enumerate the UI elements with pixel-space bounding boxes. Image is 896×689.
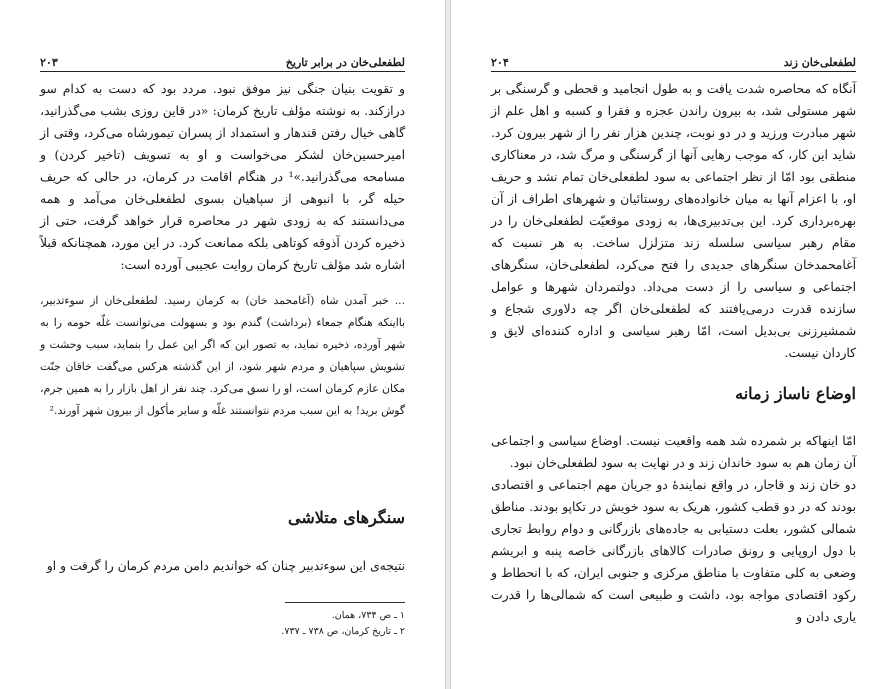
left-header-rule: [40, 71, 405, 72]
left-header-title: لطفعلی‌خان در برابر تاریخ: [285, 56, 405, 69]
right-heading: اوضاع ناساز زمانه: [735, 384, 856, 403]
right-header-rule: [491, 71, 856, 72]
right-paragraph-3: دو خان زند و قاجار، در واقع نمایندهٔ دو جریان مهم اجتماعی و اقتصادی بودند که در دو قطب کشور، هریک به سود خویش در تکاپو بودند. مناطق شمالی کشور، بعلت دستیابی به جاده‌های بازرگانی و دوام روابط تجاری با دول اروپایی و رونق صادرات کالاهای بازرگانی خاصه پنبه و ابریشم وضعی به کلی متفاوت با مناطق مرکزی و جنوبی ایران، که با انحطاط و رکود اقتصادی مواجه بود، داشت و طبیعی است که شمالی‌ها را قدرت یاری دادن و: [491, 478, 856, 624]
left-heading: سنگرهای متلاشی: [288, 508, 405, 527]
footnote-1: ۱ ـ ص ۷۳۴، همان.: [331, 610, 405, 621]
right-body-2: [491, 430, 856, 628]
footnote-rule: [285, 602, 405, 603]
right-page-header: [491, 55, 856, 69]
right-body: [491, 78, 856, 364]
left-paragraph-2: نتیجه‌ی این سوءتدبیر چنان که خواندیم دامن مردم کرمان را گرفت و او: [46, 559, 405, 573]
left-body-2: [40, 555, 405, 577]
left-page-number: ۲۰۳: [40, 56, 58, 69]
left-page-header: [40, 55, 405, 69]
footnote-2: ۲ ـ تاریخ کرمان، ص ۷۳۸ ـ ۷۳۷.: [281, 626, 405, 637]
left-paragraph-1: و تقویت بنیان جنگی نیز موفق نبود. مردد بود که دست به کدام سو درازکند. به نوشته مؤلف تاریخ کرمان: «در قاین روزی بشب می‌گذرانید، گاهی خیال رفتن قندهار و استمداد از پسران تیمورشاه می‌کرد، وقتی از امیرحسین‌خان لشکر می‌خواست و او به تسویف (تاخیر کردن) و مسامحه می‌گذرانید.»¹ در هنگام اقامت در کرمان، در حالی که حریف حیله گر، با انبوهی از سپاهیان بسوی لطفعلی‌خان می‌آمد و همه می‌دانستند که به زودی شهر در محاصره قرار خواهد گرفت، حتی از ذخیره کردن آذوقه کوتاهی بلکه ممانعت کرد. در این مورد، همچنانکه قبلاً اشاره شد مؤلف تاریخ کرمان روایت عجیبی آورده است:: [40, 82, 405, 272]
left-heading-block: [40, 508, 405, 527]
right-heading-block: [491, 384, 856, 403]
right-paragraph-1: آنگاه که محاصره شدت یافت و به طول انجامید و قحطی و گرسنگی بر شهر مستولی شد، به بیرون راندن عجزه و فقرا و کسبه و اهل علم از شهر مبادرت ورزید و در دو نوبت، چندین هزار نفر را از شهر بیرون کرد. شاید این کار، که موجب رهایی آنها از گرسنگی و مرگ شد، در معناکاری منطقی بود امّا از نظر اجتماعی به سود لطفعلی‌خان تمام نشد و حریف او، با اعزام آنها به میان خانواده‌های روستائیان و شهرهای اطراف از آن بهره‌برداری کرد. این بی‌تدبیری‌ها، به زودی موقعیّت لطفعلی‌خان را در مقام رهبر سیاسی سلسله زند متزلزل ساخت. به هر نسبت که آغامحمدخان سنگرهای جدیدی را فتح می‌کرد، لطفعلی‌خان، سنگرهای اجتماعی و سیاسی را از دست می‌داد. دولتمردان شهرها و عوامل سازنده قدرت درمی‌یافتند که لطفعلی‌خان اگر چه دلاوری شجاع و شمشیرزنی بی‌بدیل است، امّا رهبر سیاسی و اداره کننده‌ای لایق و کاردان نیست.: [491, 82, 856, 360]
right-page-number: ۲۰۴: [491, 56, 509, 69]
left-body: [40, 78, 405, 422]
left-footnotes: [281, 608, 405, 640]
right-paragraph-2: امّا اینهاکه بر شمرده شد همه واقعیت نیست. اوضاع سیاسی و اجتماعی آن زمان هم به سود خاندان زند و در نهایت به سود لطفعلی‌خان نبود.: [491, 434, 856, 470]
left-quote: ... خبر آمدن شاه (آغامحمد خان) به کرمان رسید. لطفعلی‌خان از سوءتدبیر، بااینکه هنگام جمعاء (برداشت) گندم بود و بسهولت می‌توانست غلّه حومه را به شهر آورده، ذخیره نماید، به تصور این که اگر این عمل را بنماید، سبب وحشت و تشویش سپاهیان و مردم شهر شود، از این گذشته هرکس می‌گفت خاقان جنّت مکان عازم کرمان است، او را نسق می‌کرد. چند نفر از اهل بازار را به همین جرم، گوش برید! به این سبب مردم نتوانستند غلّه و سایر مأکول از بیرون شهر آورند.²: [40, 294, 405, 417]
right-header-title: لطفعلی‌خان زند: [783, 56, 856, 69]
right-page: [450, 0, 896, 689]
left-page: [0, 0, 446, 689]
